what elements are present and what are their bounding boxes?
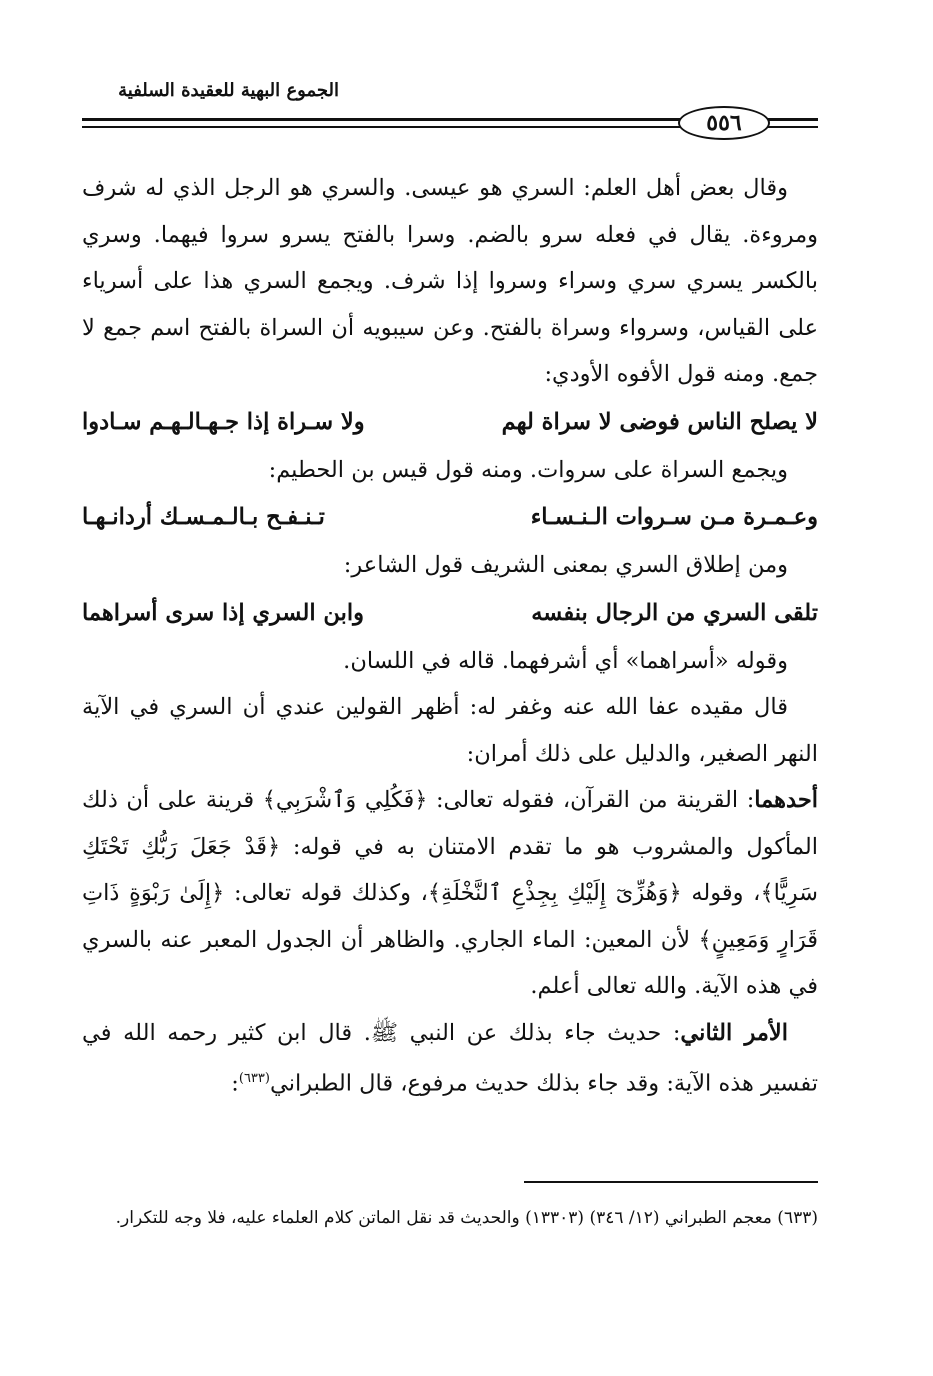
footnote-marker[interactable]: (٦٣٣) (238, 1071, 270, 1086)
p6-text-c: ، وقوله (681, 880, 761, 906)
paragraph-3: ومن إطلاق السري بمعنى الشريف قول الشاعر: (343, 552, 788, 578)
p7-text-a: : حديث جاء بذلك عن النبي ﷺ. قال ابن كثير رحمه الله في تفسير هذه الآية: وقد جاء بذلك حديث مرفوع، قال الطبراني (82, 1019, 818, 1097)
p7-text-end: : (231, 1070, 239, 1097)
paragraph-2: ويجمع السراة على سروات. ومنه قول قيس بن الحطيم: (268, 456, 788, 483)
first-matter-lead: أحدهما (754, 787, 818, 813)
p6-text-b: قرينة على أن ذلك المأكول والمشروب هو ما تقدم الامتنان به في قوله: (82, 787, 819, 860)
paragraph-5: قال مقيده عفا الله عنه وغفر له: أظهر القولين عندي أن السري في الآية النهر الصغير، والدليل على ذلك أمران: (82, 694, 818, 767)
p6-text-a: : القرينة من القرآن، فقوله تعالى: (427, 787, 755, 813)
paragraph-1: وقال بعض أهل العلم: السري هو عيسى. والسري هو الرجل الذي له شرف ومروءة. يقال في فعله سرو بالضم. وسرا بالفتح يسرو سروا فيهما. وسري بالكسر يسري سري وسراء وسروا إذا شرف. ويجمع السري هذا على أسرياء على القياس، وسرواء وسراة بالفتح. وعن سيبويه أن السراة بالفتح اسم جمع لا جمع. ومنه قول الأفوه الأودي: (82, 175, 818, 387)
quran-quote-2: ﴿قَدْ جَعَلَ رَبُّكِ تَحْتَكِ سَرِيًّا﴾ (82, 833, 819, 906)
p6-text-d: ، وكذلك قوله تعالى: (224, 880, 428, 906)
quran-quote-4: ﴿إِلَىٰ رَبْوَةٍ ذَاتِ قَرَارٍ وَمَعِينٍ﴾ (82, 880, 818, 953)
paragraph-4: وقوله «أسراهما» أي أشرفهما. قاله في اللسان. (343, 647, 788, 674)
p6-text-e: لأن المعين: الماء الجاري. والظاهر أن الجدول المعبر عنه بالسري في هذه الآية. والله تعالى أعلم. (82, 926, 818, 999)
verse-1 (82, 398, 818, 447)
paragraph-7 (82, 1010, 818, 1108)
page-number: ٥٥٦ (678, 106, 770, 140)
verse-2-second-hemistich: تـنـفـح بـالـمـسـك أردانـهـا (82, 504, 325, 530)
verse-2-first-hemistich: وعـمـرة مـن سـروات الـنـسـاء (530, 504, 818, 530)
verse-3-second-hemistich: وابن السري إذا سرى أسراهما (82, 599, 364, 626)
footnote-633: (٦٣٣) معجم الطبراني (١٢/ ٣٤٦) (١٣٣٠٣) والحديث قد نقل الماتن كلام العلماء عليه، فلا وجه للتكرار. (115, 1208, 818, 1228)
second-matter-lead: الأمر الثاني (680, 1019, 788, 1046)
verse-2 (82, 493, 818, 542)
verse-3-first-hemistich: تلقى السري من الرجال بنفسه (531, 599, 818, 626)
verse-3 (82, 589, 818, 638)
footnote-separator (524, 1181, 818, 1183)
quran-quote-3: ﴿وَهُزِّىٓ إِلَيْكِ بِجِذْعِ ٱلنَّخْلَةِ﴾ (427, 880, 682, 906)
verse-1-second-hemistich: ولا سـراة إذا جـهـالـهـم سـادوا (82, 408, 365, 435)
quran-quote-1: ﴿فَكُلِي وَٱشْرَبِي﴾ (262, 787, 428, 813)
running-header-title: الجموع البهية للعقيدة السلفية (118, 80, 339, 101)
paragraph-6 (82, 777, 818, 1010)
verse-1-first-hemistich: لا يصلح الناس فوضى لا سراة لهم (501, 408, 818, 435)
main-text (82, 165, 818, 1107)
